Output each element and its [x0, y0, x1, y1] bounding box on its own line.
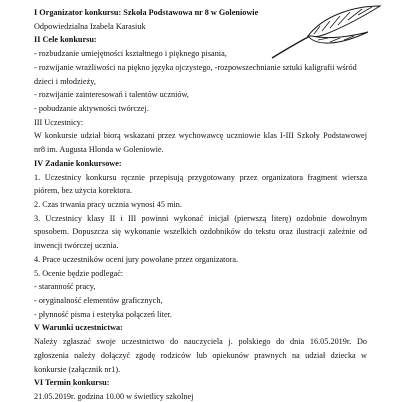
goal-item-continued: dzieci i młodzieży,	[34, 76, 96, 86]
goals-heading: II Cele konkursu:	[34, 35, 97, 45]
conditions-text: konkursie (załącznik nr1).	[34, 364, 121, 374]
participants-heading: III Uczestnicy:	[34, 117, 84, 127]
conditions-heading: V Warunki uczestnictwa:	[34, 323, 123, 333]
goal-item: - rozwijanie zainteresowań i talentów uczniów,	[34, 90, 189, 100]
organizer-heading: I Organizator konkursu: Szkoła Podstawowa nr 8 w Goleniowie	[34, 8, 259, 17]
goal-item: - pobudzanie aktywności twórczej.	[34, 104, 149, 113]
criteria-item: - staranność pracy,	[34, 282, 96, 292]
criteria-item: - oryginalność elementów graficznych,	[34, 296, 163, 305]
task-item-continued: inwencji twórczej ucznia.	[34, 241, 119, 251]
task-item: 5. Ocenie będzie podlegać:	[34, 268, 124, 278]
participants-text: W konkursie udział biorą wskazani przez wychowawcę uczniowie klas I-III Szkoły Podstawowej	[34, 131, 367, 141]
conditions-text: Należy zgłaszać swoje uczestnictwo do nauczyciela j. polskiego do dnia 16.05.2019r. Do	[34, 337, 367, 347]
goal-item: - rozwijanie wrażliwości na piękno języka ojczystego, -rozpowszechnianie sztuki kaligrafii wśród	[34, 62, 357, 72]
task-item: 1. Uczestnicy konkursu ręcznie przepisują przygotowany przez organizatora fragment wiersza	[34, 172, 367, 182]
conditions-text: zgłoszenia należy dołączyć zgodę rodziców lub opiekunów prawnych na udział dziecka w	[34, 350, 367, 360]
date-heading: VI Termin konkursu:	[34, 378, 110, 388]
task-item-continued: sposobem. Dopuszcza się wykonanie wszelkich ozdobników do tekstu oraz ilustracji zależnie od	[34, 227, 367, 237]
date-text: 21.05.2019r. godzina 10.00 w świetlicy szkolnej	[34, 392, 194, 401]
task-item-continued: piórem, bez użycia korektora.	[34, 186, 133, 196]
task-item: 2. Czas trwania pracy ucznia wynosi 45 min.	[34, 200, 182, 209]
task-heading: IV Zadanie konkursowe:	[34, 158, 122, 168]
task-item: 4. Prace uczestników oceni jury powołane przez organizatora.	[34, 254, 239, 264]
quill-pen-icon	[268, 2, 386, 60]
goal-item: - rozbudzanie umiejętności kształtnego i pięknego pisania,	[34, 49, 227, 59]
responsible-person: Odpowiedzialna Izabela Karasiuk	[34, 21, 146, 31]
participants-text: nr8 im. Augusta Hlonda w Goleniowie.	[34, 145, 164, 155]
criteria-item: - płynność pisma i estetyka połączeń liter.	[34, 309, 172, 319]
task-item: 3. Uczestnicy klasy II i III powinni wykonać inicjał (pierwszą literę) ozdobnie dowolnym	[34, 213, 367, 223]
